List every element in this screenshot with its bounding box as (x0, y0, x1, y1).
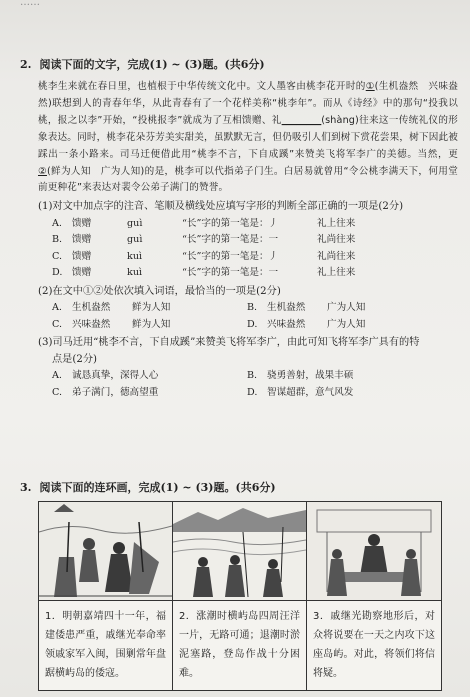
caption-3: 3．戚继光勘察地形后，对众将说要在一天之内攻下这座岛屿。对此，将领们将信将疑。 (313, 611, 435, 679)
island-tide-illustration (173, 502, 306, 600)
blank-2: ② (38, 165, 47, 177)
question-3 (20, 480, 460, 496)
question-heading: 阅读下面的文字，完成(1) ~ (3)题。(共6分) (39, 58, 265, 71)
sub-question-2: (2)在文中①②处依次填入词语，最恰当的一项是(2分) (38, 285, 281, 297)
passage: 桃李生来就在春日里，也植根于中华传统文化中。文人墨客由桃李花开时的①(生机盎然 兴味盎然)联想到人的青春年华，从此青春有了一个花样美称“桃李年”。而从《诗经》中的那句“投我以桃，报之以李”开始，“投桃报李”就成为了互相馈赠、礼________(shàng)往来这一传统礼仪的形象表达。同时，桃李花朵芬芳美实甜美，虽默默无言，但仍吸引人们到树下赏花尝果，树下因此被踩出一条小路来。司马迁便借此用“桃李不言，下自成蹊”来赞美飞将军李广的美德。当然，更②(鲜为人知 广为人知)的是，桃李可以代指弟子门生。白居易就曾用“令公桃李满天下，何用堂前更种花”来表达对裴令公弟子满门的赞誉。 (38, 81, 459, 194)
blank-shang: ________ (281, 114, 322, 126)
question-number: 2. (20, 58, 32, 71)
comic-captions (39, 600, 441, 691)
option-d[interactable]: D. 兴味盎然 广为人知 (247, 318, 366, 330)
question-heading: 阅读下面的连环画，完成(1) ~ (3)题。(共6分) (39, 481, 276, 494)
caption-1: 1．明朝嘉靖四十一年，福建倭患严重，戚继光奉命率领戚家军入闽，围剿常年盘踞横屿岛的倭寇。 (39, 601, 173, 691)
comic-panel-3-illustration (307, 502, 441, 600)
option-row[interactable]: B. 馈赠 guì “长”字的第一笔是：一 礼尚往来 (52, 234, 356, 246)
option-row[interactable]: D. 馈赠 kuì “长”字的第一笔是：一 礼上往来 (52, 267, 356, 279)
caption-2: 2．涨潮时横屿岛四周汪洋一片，无路可通；退潮时淤泥塞路，登岛作战十分困难。 (173, 601, 307, 691)
question-2 (20, 57, 460, 401)
war-council-illustration (307, 502, 441, 600)
comic-panel-1-illustration (39, 502, 173, 600)
option-row[interactable]: A. 馈赠 guì “长”字的第一笔是：丿 礼上往来 (52, 217, 356, 229)
army-marching-illustration (39, 502, 172, 600)
option-a[interactable]: A. 诚恳真挚，深得人心 (52, 370, 159, 382)
sub-question-1: (1)对文中加点字的注音、笔顺及横线处应填写字形的判断全部正确的一项是(2分) (38, 201, 404, 213)
sub3-options (52, 368, 460, 401)
option-c[interactable]: C. 弟子满门，德高望重 (52, 386, 159, 398)
top-fragment: …… (20, 0, 40, 8)
blank-1: ① (365, 81, 375, 92)
option-b[interactable]: B. 骁勇善射，战果丰硕 (247, 370, 354, 382)
comic-strip (38, 501, 442, 691)
option-row[interactable]: C. 馈赠 kuì “长”字的第一笔是：丿 礼尚往来 (52, 250, 356, 262)
sub2-options (52, 300, 460, 333)
option-b[interactable]: B. 生机盎然 广为人知 (247, 302, 366, 314)
sub-question-3: (3)司马迁用“桃李不言，下自成蹊”来赞美飞将军李广，由此可知飞将军李广具有的特 点是(2分) (38, 337, 420, 365)
option-d[interactable]: D. 智谋超群，意气风发 (247, 386, 354, 398)
question-number: 3. (20, 481, 32, 494)
option-a[interactable]: A. 生机盎然 鲜为人知 (52, 302, 171, 314)
option-c[interactable]: C. 兴味盎然 鲜为人知 (52, 318, 171, 330)
sub1-options (52, 216, 460, 282)
comic-panel-2-illustration (173, 502, 307, 600)
